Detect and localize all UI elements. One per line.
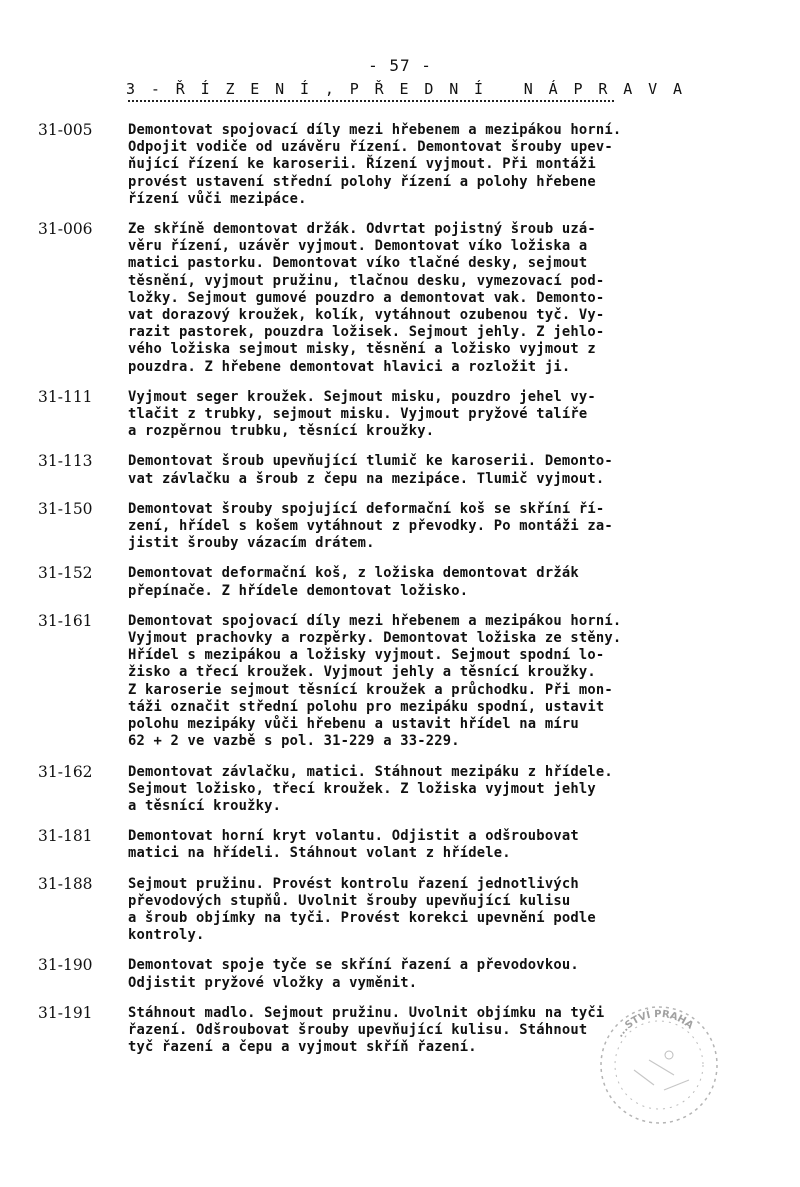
operation-description: [128, 122, 768, 208]
chapter-title-underline: [128, 100, 614, 102]
description-line: vat závlačku a šroub z čepu na mezipáce. Tlumič vyjmout.: [128, 470, 605, 487]
operation-code: 31-191: [38, 1003, 93, 1022]
operation-code: 31-113: [38, 452, 93, 471]
operation-description: [128, 501, 768, 553]
procedure-entry: [0, 565, 800, 599]
stamp-seal: [594, 1000, 724, 1130]
description-line: Demontovat šroub upevňující tlumič ke karoserii. Demonto-: [128, 453, 613, 470]
description-line: razit pastorek, pouzdra ložisek. Sejmout jehly. Z jehlo-: [128, 324, 605, 341]
description-line: Demontovat horní kryt volantu. Odjistit a odšroubovat: [128, 828, 579, 845]
procedure-entry: [0, 122, 800, 208]
description-line: Demontovat závlačku, matici. Stáhnout mezipáku z hřídele.: [128, 763, 613, 780]
description-line: Demontovat deformační koš, z ložiska demontovat držák: [128, 565, 579, 582]
description-line: kontroly.: [128, 927, 205, 944]
operation-code: 31-152: [38, 564, 93, 583]
description-line: tyč řazení a čepu a vyjmout skříň řazení.: [128, 1039, 477, 1056]
description-line: Demontovat spojovací díly mezi hřebenem a mezipákou horní.: [128, 122, 622, 138]
description-line: Odjistit pryžové vložky a vyměnit.: [128, 974, 418, 991]
operation-description: [128, 764, 768, 816]
procedure-entry: [0, 876, 800, 945]
operation-code: 31-111: [38, 387, 93, 406]
description-line: řízení vůči mezipáce.: [128, 190, 307, 207]
description-line: Vyjmout seger kroužek. Sejmout misku, pouzdro jehel vy-: [128, 388, 596, 405]
operation-code: 31-005: [38, 121, 93, 139]
description-line: Demontovat šrouby spojující deformační koš se skříní ří-: [128, 500, 605, 517]
operation-description: [128, 876, 768, 945]
operation-description: [128, 957, 768, 991]
description-line: táži označit střední polohu pro mezipáku spodní, ustavit: [128, 698, 605, 715]
description-line: věru řízení, uzávěr vyjmout. Demontovat víko ložiska a: [128, 238, 588, 255]
description-line: matici na hřídeli. Stáhnout volant z hřídele.: [128, 845, 511, 862]
operation-code: 31-161: [38, 611, 93, 630]
operation-code: 31-188: [38, 874, 93, 893]
procedure-entry: [0, 453, 800, 487]
operation-description: [128, 565, 768, 599]
description-line: 62 + 2 ve vazbě s pol. 31-229 a 33-229.: [128, 733, 460, 750]
description-line: Stáhnout madlo. Sejmout pružinu. Uvolnit objímku na tyči: [128, 1004, 605, 1021]
description-line: přepínače. Z hřídele demontovat ložisko.: [128, 582, 469, 599]
description-line: pouzdra. Z hřebene demontovat hlavici a rozložit ji.: [128, 358, 571, 375]
description-line: provést ustavení střední polohy řízení a polohy hřebene: [128, 173, 596, 190]
operation-description: [128, 453, 768, 487]
operation-description: [128, 828, 768, 862]
page-number: - 57 -: [368, 56, 432, 75]
description-line: těsnění, vyjmout pružinu, tlačnou desku, vymezovací pod-: [128, 272, 605, 289]
description-line: tlačit z trubky, sejmout misku. Vyjmout pryžové talíře: [128, 406, 588, 423]
description-line: Z karoserie sejmout těsnící kroužek a průchodku. Při mon-: [128, 681, 613, 698]
description-line: a těsnící kroužky.: [128, 797, 282, 814]
description-line: jistit šrouby vázacím drátem.: [128, 535, 375, 552]
procedure-entry: [0, 957, 800, 991]
description-line: žisko a třecí kroužek. Vyjmout jehly a těsnící kroužky.: [128, 664, 596, 681]
description-line: Sejmout ložisko, třecí kroužek. Z ložiska vyjmout jehly: [128, 780, 596, 797]
description-line: vat dorazový kroužek, kolík, vytáhnout ozubenou tyč. Vy-: [128, 307, 605, 324]
operation-description: [128, 221, 768, 376]
entry-list: [0, 122, 800, 1069]
description-line: Ze skříně demontovat držák. Odvrtat pojistný šroub uzá-: [128, 221, 596, 238]
procedure-entry: [0, 389, 800, 441]
description-line: Odpojit vodiče od uzávěru řízení. Demontovat šrouby upev-: [128, 139, 613, 156]
description-line: polohu mezipáky vůči hřebenu a ustavit hřídel na míru: [128, 716, 579, 733]
description-line: Hřídel s mezipákou a ložisky vyjmout. Sejmout spodní lo-: [128, 647, 605, 664]
stamp-text: ...STVÍ PRAHA: [614, 1008, 696, 1040]
description-line: ňující řízení ke karoserii. Řízení vyjmout. Při montáži: [128, 156, 596, 173]
operation-code: 31-162: [38, 762, 93, 781]
operation-code: 31-006: [38, 220, 93, 239]
description-line: převodových stupňů. Uvolnit šrouby upevňující kulisu: [128, 892, 571, 909]
description-line: Demontovat spojovací díly mezi hřebenem a mezipákou horní.: [128, 612, 622, 629]
operation-description: [128, 613, 768, 751]
operation-code: 31-181: [38, 827, 93, 846]
operation-code: 31-150: [38, 499, 93, 518]
description-line: Demontovat spoje tyče se skříní řazení a převodovkou.: [128, 957, 579, 974]
chapter-title: 3 - Ř Í Z E N Í , P Ř E D N Í N Á P R A V A: [126, 80, 686, 98]
description-line: a šroub objímky na tyči. Provést korekci upevnění podle: [128, 909, 596, 926]
description-line: Sejmout pružinu. Provést kontrolu řazení jednotlivých: [128, 875, 579, 892]
description-line: Vyjmout prachovky a rozpěrky. Demontovat ložiska ze stěny.: [128, 630, 622, 647]
procedure-entry: [0, 221, 800, 376]
operation-description: [128, 389, 768, 441]
svg-text:...STVÍ PRAHA: [614, 1008, 695, 1040]
description-line: a rozpěrnou trubku, těsnící kroužky.: [128, 423, 435, 440]
description-line: řazení. Odšroubovat šrouby upevňující kulisu. Stáhnout: [128, 1021, 588, 1038]
description-line: ložky. Sejmout gumové pouzdro a demontovat vak. Demonto-: [128, 289, 605, 306]
description-line: vého ložiska sejmout misky, těsnění a ložisko vyjmout z: [128, 341, 596, 358]
description-line: matici pastorku. Demontovat víko tlačné desky, sejmout: [128, 255, 588, 272]
procedure-entry: [0, 501, 800, 553]
procedure-entry: [0, 613, 800, 751]
procedure-entry: [0, 828, 800, 862]
operation-code: 31-190: [38, 956, 93, 975]
procedure-entry: [0, 764, 800, 816]
description-line: zení, hřídel s košem vytáhnout z převodky. Po montáži za-: [128, 518, 613, 535]
